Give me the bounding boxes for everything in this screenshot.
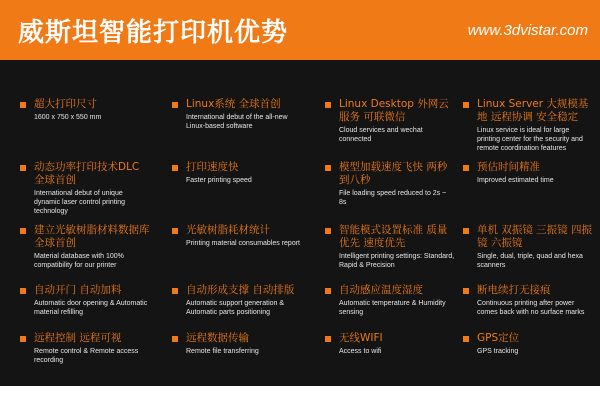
feature-desc: Automatic temperature & Humidity sensing	[339, 300, 446, 316]
feature-desc: Faster printing speed	[186, 177, 252, 184]
feature-desc: Continuous printing after power comes back with no surface marks	[477, 300, 585, 316]
feature-item	[463, 332, 593, 356]
feature-title: 自动形成支撑 自动排版	[186, 284, 295, 296]
bullet-icon	[463, 165, 469, 171]
feature-title: 单机 双振镜 三振镜 四振镜 六振镜	[477, 224, 593, 249]
feature-item	[463, 98, 593, 153]
bullet-icon	[463, 102, 469, 108]
feature-desc: Access to wifi	[339, 348, 382, 355]
website-url: www.3dvistar.com	[467, 21, 588, 39]
feature-title: 预估时间精准	[477, 161, 540, 173]
header-banner	[0, 0, 600, 60]
feature-item	[325, 161, 455, 207]
bullet-icon	[463, 336, 469, 342]
bottom-margin	[0, 386, 600, 400]
feature-title: Linux系统 全球首创	[186, 98, 281, 110]
feature-item	[172, 161, 302, 185]
bullet-icon	[325, 102, 331, 108]
feature-title: 建立光敏树脂材料数据库 全球首创	[34, 224, 150, 249]
bullet-icon	[463, 228, 469, 234]
feature-item	[172, 284, 302, 317]
feature-title: 自动开门 自动加料	[34, 284, 122, 296]
feature-item	[20, 161, 150, 216]
bullet-icon	[463, 288, 469, 294]
feature-item	[172, 224, 302, 248]
feature-desc: Intelligent printing settings: Standard, Rapid & Precision	[339, 253, 455, 269]
bullet-icon	[20, 165, 26, 171]
feature-desc: File loading speed reduced to 2s ~ 8s	[339, 190, 447, 206]
feature-title: 自动感应温度湿度	[339, 284, 423, 296]
feature-item	[325, 332, 455, 356]
feature-title: 远程数据传输	[186, 332, 249, 344]
feature-item	[20, 224, 150, 270]
feature-desc: Single, dual, triple, quad and hexa scanners	[477, 253, 583, 269]
feature-desc: Automatic support generation & Automatic parts positioning	[186, 300, 285, 316]
feature-item	[325, 284, 455, 317]
feature-title: 动态功率打印技术DLC 全球首创	[34, 161, 140, 186]
feature-item	[463, 224, 593, 270]
feature-title: 断电续打无接痕	[477, 284, 551, 296]
bullet-icon	[20, 228, 26, 234]
feature-desc: GPS tracking	[477, 348, 519, 355]
feature-title: 超大打印尺寸	[34, 98, 97, 110]
feature-desc: Remote control & Remote access recording	[34, 348, 139, 364]
page-title: 威斯坦智能打印机优势	[18, 17, 289, 48]
feature-desc: Cloud services and wechat connected	[339, 127, 423, 143]
feature-item	[325, 224, 455, 270]
bullet-icon	[325, 288, 331, 294]
bullet-icon	[325, 165, 331, 171]
feature-item	[172, 98, 302, 131]
feature-title: 无线WIFI	[339, 332, 383, 344]
feature-desc: Linux service is ideal for large printing center for the security and remote coordination features	[477, 127, 583, 152]
feature-item	[172, 332, 302, 356]
feature-title: Linux Server 大规模基地 远程协调 安全稳定	[477, 98, 589, 123]
feature-item	[463, 161, 593, 185]
feature-desc: International debut of unique dynamic laser control printing technology	[34, 190, 126, 215]
feature-desc: Improved estimated time	[477, 177, 554, 184]
bullet-icon	[325, 228, 331, 234]
bullet-icon	[325, 336, 331, 342]
bullet-icon	[172, 165, 178, 171]
features-panel	[0, 60, 600, 386]
feature-title: 模型加载速度飞快 两秒到八秒	[339, 161, 448, 186]
bullet-icon	[172, 228, 178, 234]
feature-title: 打印速度快	[186, 161, 239, 173]
feature-title: 智能模式设置标准 质量优先 速度优先	[339, 224, 448, 249]
feature-desc: Remote file transferring	[186, 348, 259, 355]
feature-title: 光敏树脂耗材统计	[186, 224, 270, 236]
bullet-icon	[172, 288, 178, 294]
feature-item	[20, 98, 150, 122]
feature-title: Linux Desktop 外网云服务 可联微信	[339, 98, 449, 123]
bullet-icon	[172, 336, 178, 342]
feature-desc: Automatic door opening & Automatic material refilling	[34, 300, 148, 316]
feature-title: GPS定位	[477, 332, 520, 344]
bullet-icon	[20, 336, 26, 342]
bullet-icon	[20, 102, 26, 108]
feature-item	[20, 332, 150, 365]
feature-desc: International debut of the all-new Linux-based software	[186, 114, 288, 130]
feature-desc: 1600 x 750 x 550 mm	[34, 114, 102, 121]
bullet-icon	[20, 288, 26, 294]
feature-item	[463, 284, 593, 317]
feature-desc: Printing material consumables report	[186, 240, 300, 247]
feature-title: 远程控制 远程可视	[34, 332, 122, 344]
feature-item	[20, 284, 150, 317]
feature-desc: Material database with 100% compatibility for our printer	[34, 253, 124, 269]
features-grid	[0, 60, 600, 386]
feature-item	[325, 98, 455, 144]
bullet-icon	[172, 102, 178, 108]
